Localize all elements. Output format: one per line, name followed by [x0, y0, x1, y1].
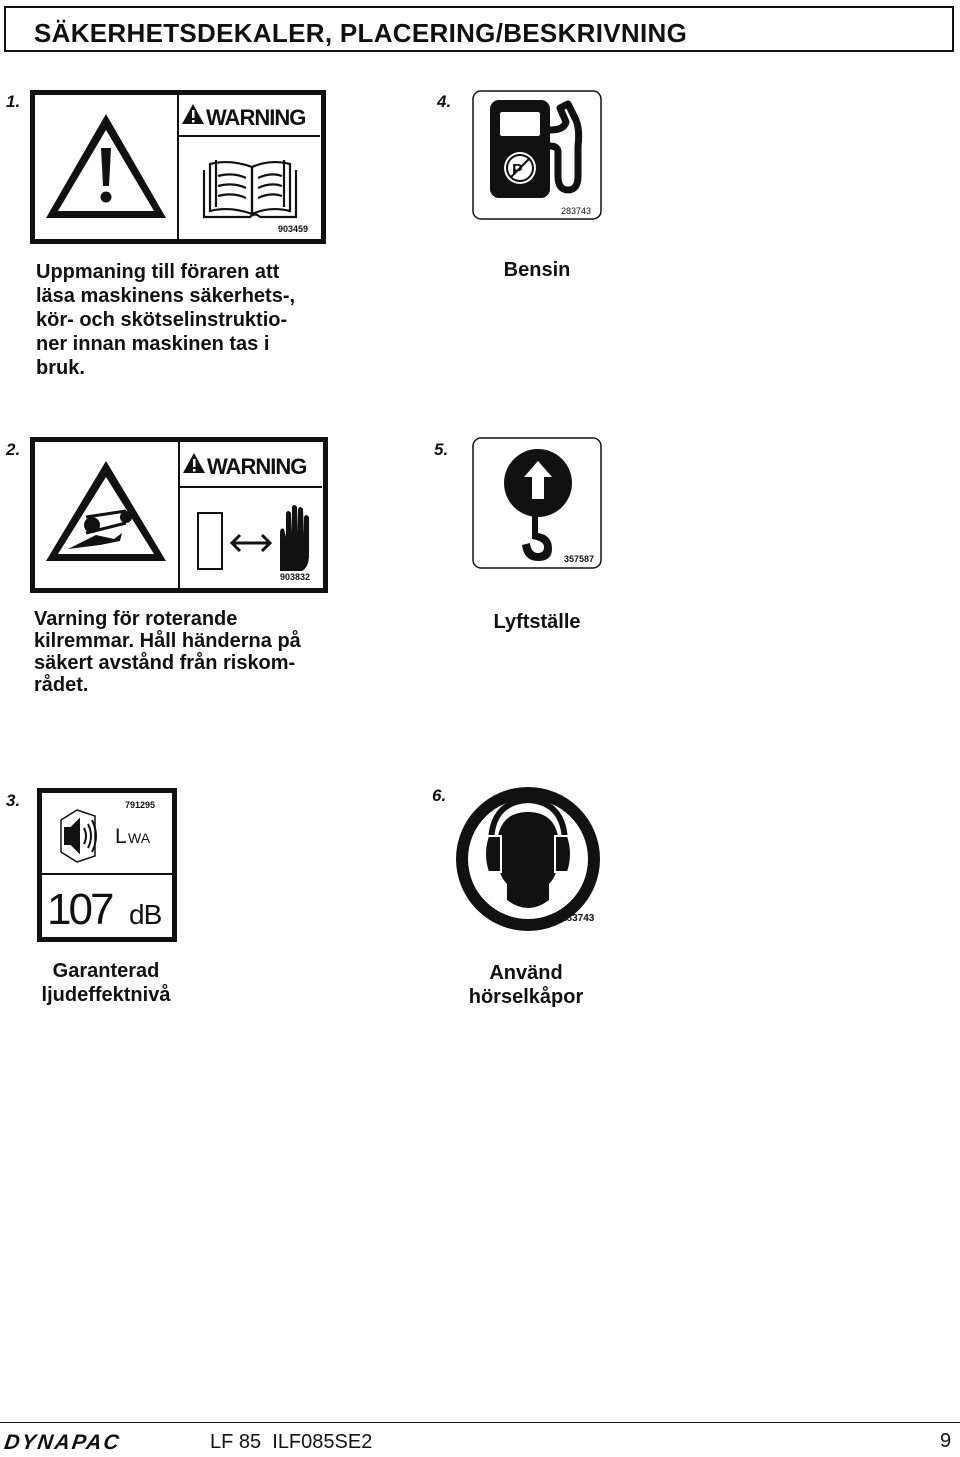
lwa-sub: WA	[128, 830, 151, 846]
caption-line: ner innan maskinen tas i	[36, 333, 270, 355]
decal-3-code: 791295	[125, 800, 156, 810]
sound-level-unit: dB	[129, 899, 162, 930]
decal-6-hearing	[455, 786, 601, 932]
decal-4-number: 4.	[437, 92, 452, 111]
title-box	[4, 6, 954, 52]
decal-4-caption	[472, 258, 602, 282]
decal-1-number: 1.	[6, 92, 21, 111]
caption-line: rådet.	[34, 674, 89, 696]
ear-protection-icon	[456, 787, 600, 931]
decal-2-header: WARNING	[207, 454, 307, 479]
caption-line: kilremmar. Håll händerna på	[34, 630, 301, 652]
decal-3-caption	[24, 959, 188, 1007]
page-number: 9	[940, 1430, 952, 1452]
sound-level-value: 107	[47, 885, 112, 934]
lwa-label: L	[115, 825, 127, 848]
decal-1-header: WARNING	[206, 105, 306, 130]
decal-1-code: 903459	[277, 224, 308, 234]
caption-line: Uppmaning till föraren att	[36, 261, 280, 283]
caption-line: Lyftställe	[493, 611, 581, 633]
decal-2-code: 903832	[279, 572, 310, 582]
decal-5-lift	[472, 437, 602, 569]
decal-6-number: 6.	[432, 786, 447, 805]
decal-2-number: 2.	[6, 440, 21, 459]
footer-logo-text: DYNAPAC	[4, 1432, 123, 1452]
caption-line: läsa maskinens säkerhets-,	[36, 285, 296, 307]
decal-2-caption	[34, 608, 301, 696]
page-title: SÄKERHETSDEKALER, PLACERING/BESKRIVNING	[34, 18, 688, 48]
decal-2-warning-belt	[30, 437, 328, 593]
svg-text:P: P	[512, 162, 523, 179]
decal-1-caption	[36, 260, 295, 380]
decal-5-code: 357587	[563, 554, 594, 564]
caption-line: kör- och skötselinstruktio-	[36, 309, 288, 331]
caption-line: ljudeffektnivå	[41, 984, 171, 1006]
footer-model: LF 85 ILF085SE2	[210, 1431, 373, 1453]
caption-line: Garanterad	[52, 960, 160, 982]
caption-line: Varning för roterande	[34, 608, 238, 630]
dynapac-logo	[4, 1432, 188, 1457]
decal-5-number: 5.	[434, 440, 449, 459]
caption-line: hörselkåpor	[468, 986, 584, 1008]
decal-5-caption	[472, 610, 602, 634]
decal-4-fuel	[472, 90, 602, 220]
caption-line: bruk.	[36, 357, 85, 379]
footer-divider	[0, 1422, 960, 1423]
caption-line: Använd	[489, 962, 563, 984]
decal-4-code: 283743	[560, 206, 591, 216]
decal-1-warning-manual	[30, 90, 326, 244]
decal-3-sound-level	[37, 788, 177, 942]
decal-6-caption	[450, 961, 602, 1009]
caption-line: säkert avstånd från riskom-	[34, 652, 296, 674]
decal-3-number: 3.	[6, 791, 21, 810]
caption-line: Bensin	[503, 259, 571, 281]
decal-6-code: 283743	[561, 913, 595, 924]
